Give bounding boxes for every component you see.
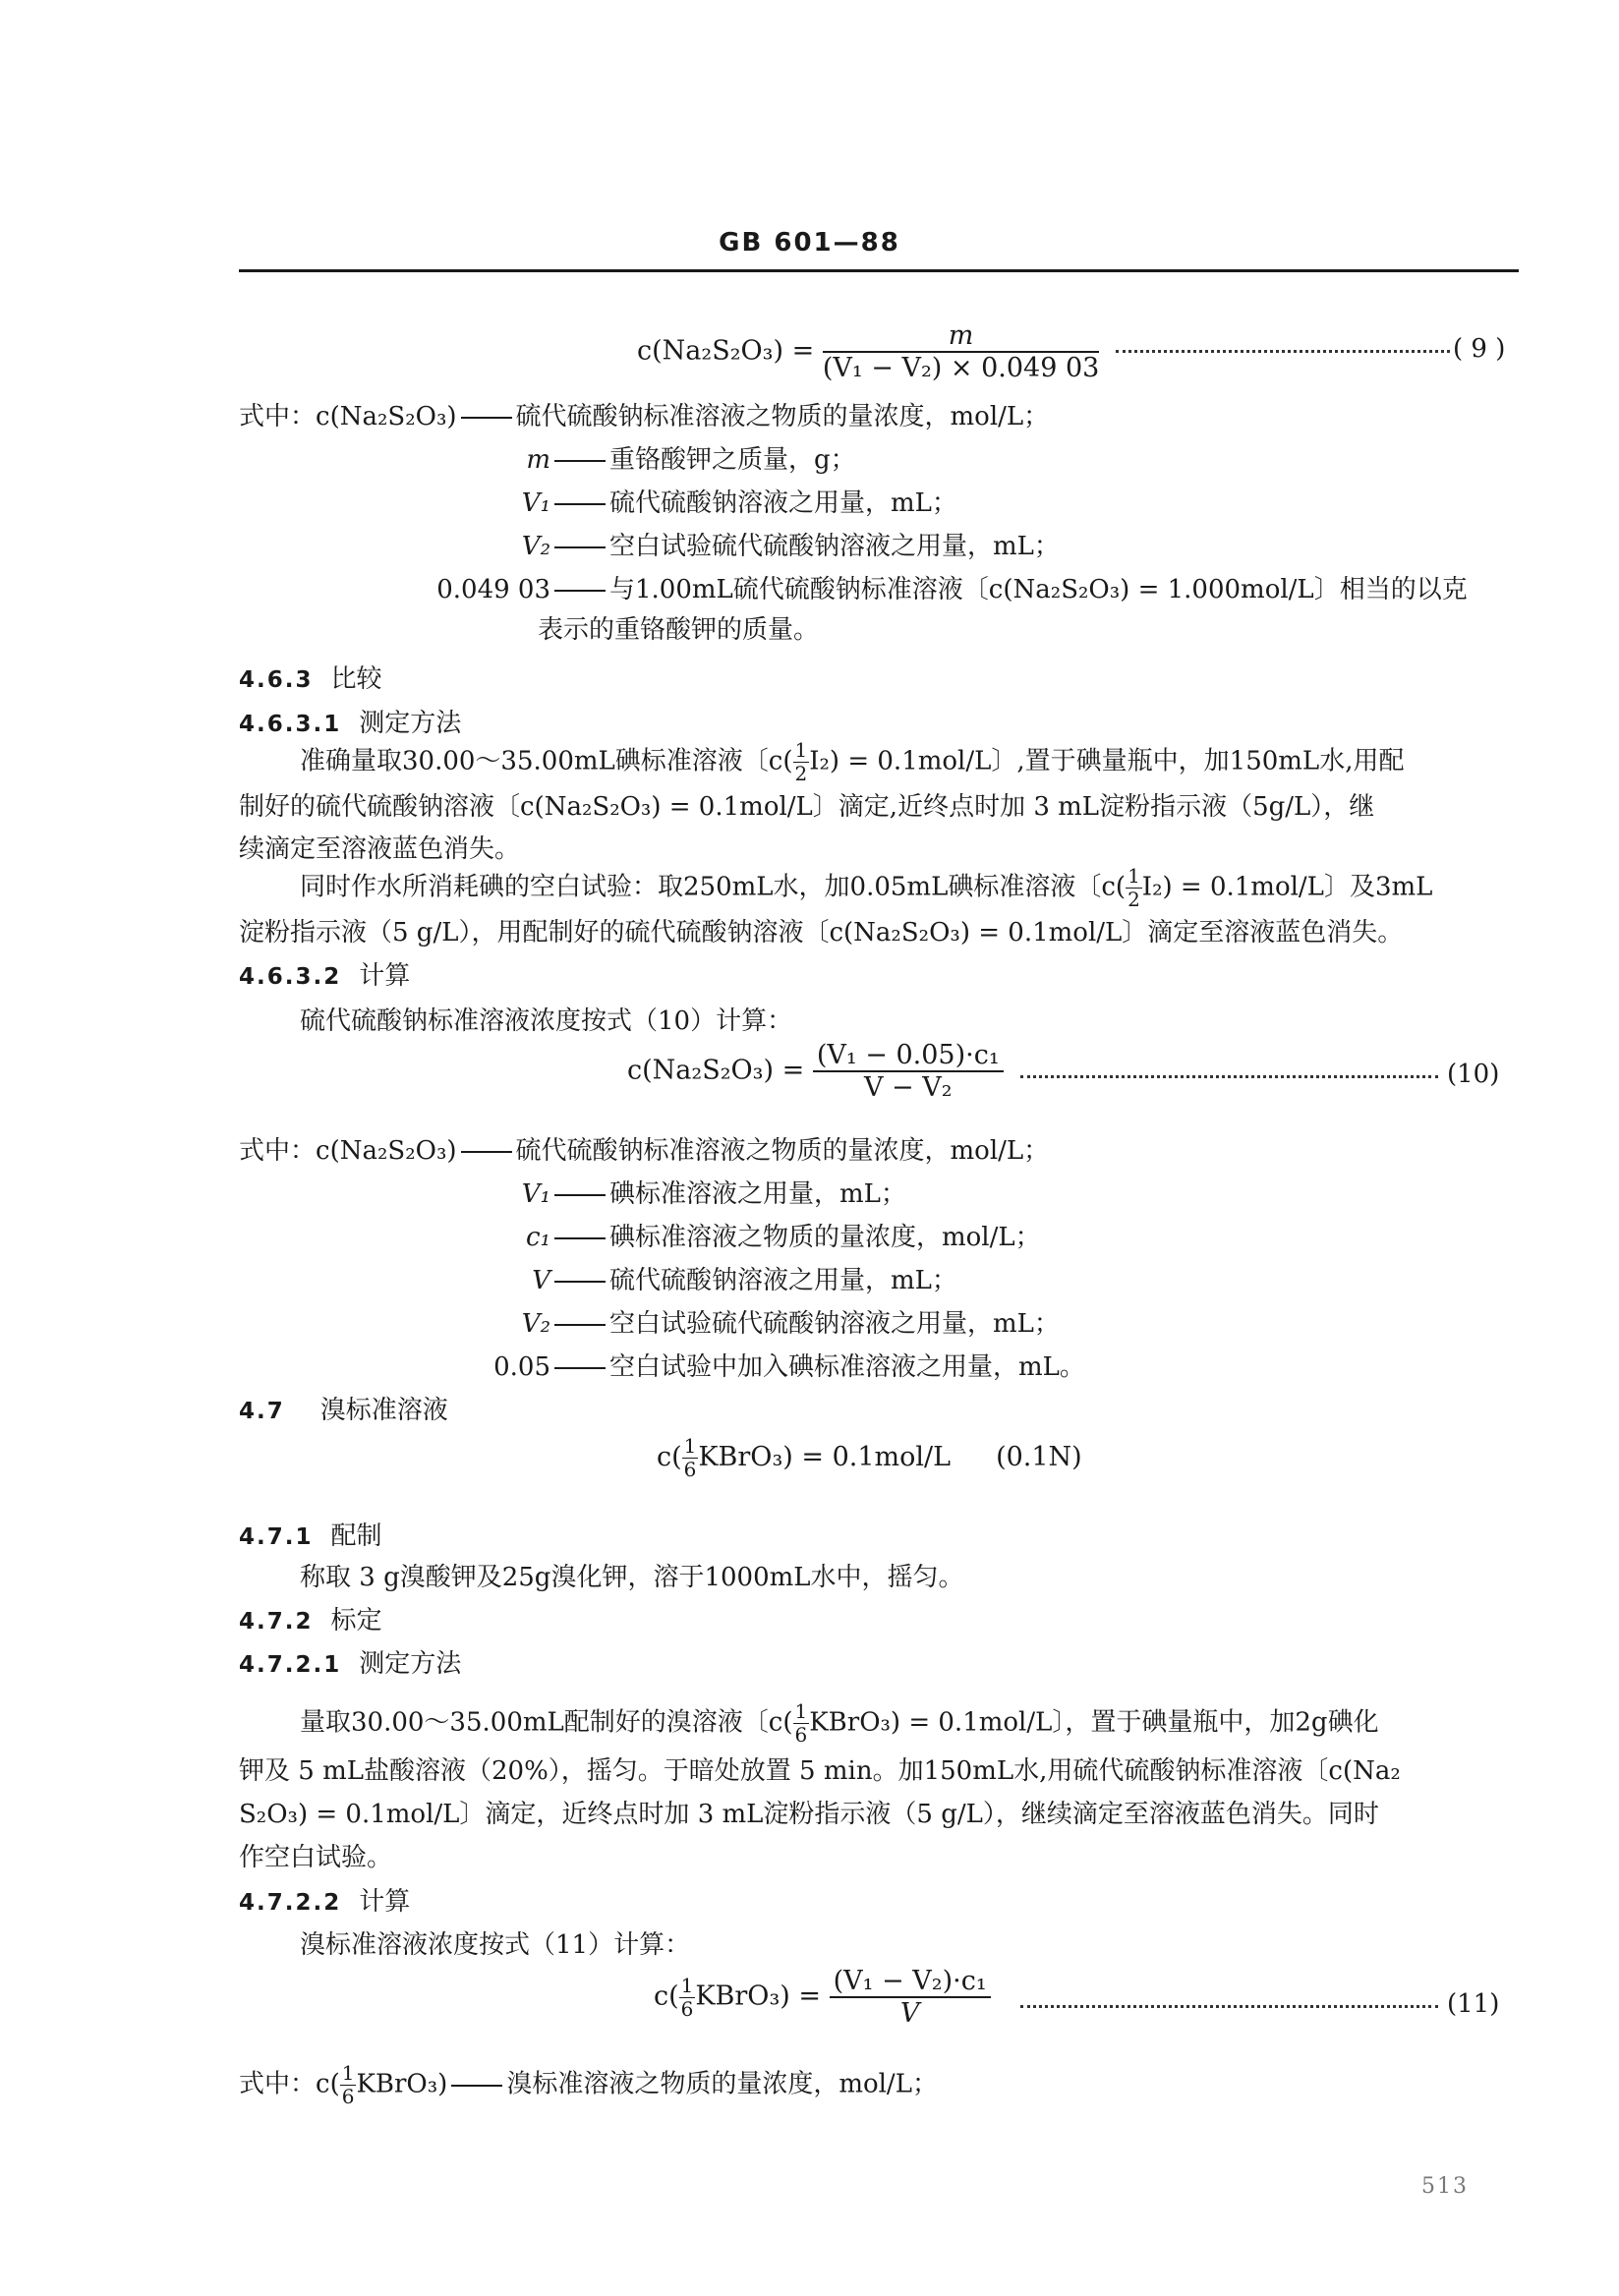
dash [554, 460, 606, 462]
where-10-description: 碘标准溶液之用量，mL； [609, 1179, 906, 1209]
paragraph-4-7-2-1-line-1 [300, 1700, 1379, 1747]
paragraph-4-6-3-1-line-1 [300, 739, 1404, 785]
text-run: 量取30.00～35.00mL配制好的溴溶液〔c( [300, 1707, 793, 1738]
fraction-denominator: 2 [1128, 888, 1140, 911]
dash [554, 590, 606, 592]
dash [554, 1237, 606, 1239]
text-run: KBrO₃) = 0.1mol/L〕，置于碘量瓶中，加2g碘化 [809, 1707, 1379, 1738]
paragraph-4-7-2-1-line-4: 作空白试验。 [239, 1843, 393, 1872]
equation-10-number: (10) [1447, 1060, 1500, 1089]
dash [461, 1151, 512, 1153]
where-11-description: 溴标准溶液之物质的量浓度，mol/L； [506, 2069, 938, 2099]
where-10-row-2 [239, 1174, 906, 1210]
section-4-6-3-2 [239, 955, 410, 992]
fraction-numerator: 1 [1128, 864, 1140, 888]
paragraph-4-6-3-1-line-3: 续滴定至溶液蓝色消失。 [239, 834, 521, 864]
section-title: 配制 [330, 1521, 382, 1551]
fraction-numerator: 1 [341, 2061, 355, 2085]
fraction-one-sixth [793, 1700, 810, 1747]
fraction-numerator: 1 [794, 1699, 808, 1723]
equation-11 [654, 1966, 991, 2029]
paragraph-4-6-3-2: 硫代硫酸钠标准溶液浓度按式（10）计算： [300, 1006, 793, 1036]
where-9-row-2 [239, 439, 856, 476]
section-4-6-3-1 [239, 703, 461, 739]
dash [554, 546, 606, 548]
where-11-symbol-start: c( [316, 2069, 340, 2099]
paragraph-4-6-3-1-line-2: 制好的硫代硫酸钠溶液〔c(Na₂S₂O₃) = 0.1mol/L〕滴定,近终点时加 3 mL淀粉指示液（5g/L），继 [239, 792, 1375, 822]
equation-9-numerator: m [823, 320, 1100, 353]
fraction-denominator: 6 [680, 1996, 694, 2021]
section-title: 测定方法 [359, 1649, 462, 1679]
where-9-description: 硫代硫酸钠溶液之用量，mL； [609, 488, 957, 518]
equation-11-numerator: (V₁ − V₂)·c₁ [830, 1966, 991, 1998]
standard-code-header: GB 601—88 [719, 228, 900, 258]
text-run: I₂) = 0.1mol/L〕及3mL [1141, 872, 1433, 902]
equation-11-fraction [830, 1966, 991, 2029]
equation-9 [637, 320, 1099, 383]
where-10-lead: 式中： [239, 1136, 317, 1166]
fraction-one-sixth [340, 2062, 357, 2108]
where-9-description: 硫代硫酸钠标准溶液之物质的量浓度，mol/L； [515, 402, 1050, 431]
where-10-description: 空白试验中加入碘标准溶液之用量，mL。 [609, 1352, 1085, 1382]
fraction-one-half [793, 739, 810, 785]
section-title: 比较 [330, 664, 382, 694]
where-9-description: 与1.00mL硫代硫酸钠标准溶液〔c(Na₂S₂O₃) = 1.000mol/L〕相当的以克 [609, 575, 1468, 604]
equation-10-lhs: c(Na₂S₂O₃) = [627, 1055, 805, 1086]
paragraph-4-7-2-1-line-2: 钾及 5 mL盐酸溶液（20%），摇匀。于暗处放置 5 min。加150mL水,用硫代硫酸钠标准溶液〔c(Na₂ [239, 1756, 1401, 1786]
page-number: 513 [1421, 2174, 1469, 2199]
equation-11-denominator: V [899, 1998, 920, 2030]
where-10-symbol: c(Na₂S₂O₃) [316, 1136, 457, 1166]
fraction-one-sixth [682, 1435, 699, 1481]
equation-10 [627, 1040, 1004, 1103]
where-10-description: 碘标准溶液之物质的量浓度，mol/L； [609, 1223, 1041, 1252]
where-9-symbol: 0.049 03 [436, 575, 550, 604]
equation-9-lhs: c(Na₂S₂O₃) = [637, 335, 815, 367]
section-title: 计算 [359, 1887, 411, 1917]
section-title: 计算 [359, 961, 411, 991]
dash [554, 1194, 606, 1196]
dash [451, 2085, 502, 2087]
paragraph-4-7-2-2: 溴标准溶液浓度按式（11）计算： [300, 1930, 691, 1960]
text-run: I₂) = 0.1mol/L〕,置于碘量瓶中，加150mL水,用配 [809, 746, 1405, 776]
where-10-row-1 [239, 1130, 1049, 1167]
where-10-symbol: 0.05 [493, 1352, 550, 1382]
where-10-symbol: V₁ [521, 1179, 550, 1209]
fraction-numerator: 1 [683, 1434, 697, 1458]
where-9-row-5 [239, 569, 1468, 605]
equation-11-leader [1020, 2005, 1438, 2008]
dash [554, 1324, 606, 1326]
section-4-7-2-1 [239, 1643, 461, 1680]
dash [554, 503, 606, 505]
where-9-row-4 [239, 526, 1060, 562]
text-run: c( [654, 1980, 679, 2012]
equation-11-lhs: KBrO₃) = [695, 1980, 822, 2012]
paragraph-4-7-1: 称取 3 g溴酸钾及25g溴化钾，溶于1000mL水中，摇匀。 [300, 1563, 964, 1592]
section-title: 测定方法 [359, 709, 462, 738]
equation-11-number: (11) [1447, 1989, 1500, 2019]
where-9-symbol: m [526, 445, 550, 475]
equation-9-leader [1116, 350, 1450, 353]
section-4-7-2 [239, 1600, 382, 1636]
section-4-6-3 [239, 659, 382, 695]
section-title: 标定 [330, 1606, 382, 1636]
where-10-description: 硫代硫酸钠标准溶液之物质的量浓度，mol/L； [515, 1136, 1050, 1166]
section-number: 4.7.2 [239, 1609, 314, 1635]
normality: (0.1N) [996, 1442, 1082, 1472]
fraction-numerator: 1 [680, 1973, 694, 1997]
where-10-symbol: V₂ [521, 1309, 550, 1339]
text-run: 准确量取30.00～35.00mL碘标准溶液〔c( [300, 746, 793, 776]
equation-10-numerator: (V₁ − 0.05)·c₁ [813, 1040, 1004, 1072]
dash [461, 417, 512, 419]
where-9-symbol: V₁ [521, 488, 550, 518]
header-rule [239, 269, 1519, 272]
text-run: KBrO₃) = 0.1mol/L [698, 1442, 952, 1472]
section-number: 4.7 [239, 1399, 285, 1424]
where-10-row-5 [239, 1303, 1060, 1340]
section-number: 4.7.2.2 [239, 1890, 342, 1916]
section-number: 4.6.3.1 [239, 712, 342, 737]
where-9-row-1 [239, 396, 1049, 432]
text-run: 同时作水所消耗碘的空白试验：取250mL水，加0.05mL碘标准溶液〔c( [300, 872, 1127, 902]
where-9-symbol: V₂ [521, 532, 550, 561]
dash [554, 1367, 606, 1369]
dash [554, 1281, 606, 1283]
where-10-description: 空白试验硫代硫酸钠溶液之用量，mL； [609, 1309, 1060, 1339]
where-11-symbol-end: KBrO₃) [356, 2069, 448, 2099]
fraction-numerator: 1 [794, 738, 808, 762]
fraction-denominator: 6 [683, 1458, 697, 1481]
section-number: 4.7.1 [239, 1524, 314, 1550]
section-4-7-2-2 [239, 1881, 410, 1918]
section-number: 4.6.3.2 [239, 964, 342, 990]
equation-10-fraction [813, 1040, 1004, 1103]
equation-bromine-concentration [657, 1435, 1082, 1481]
fraction-denominator: 2 [794, 762, 808, 785]
where-10-symbol: c₁ [526, 1223, 550, 1252]
where-11-row-1 [239, 2062, 938, 2108]
where-9-description: 空白试验硫代硫酸钠溶液之用量，mL； [609, 532, 1060, 561]
where-11-lead: 式中： [239, 2069, 317, 2099]
where-9-symbol: c(Na₂S₂O₃) [316, 402, 457, 431]
section-number: 4.6.3 [239, 667, 314, 693]
fraction-denominator: 6 [341, 2085, 355, 2108]
equation-9-denominator: (V₁ − V₂) × 0.049 03 [822, 353, 1100, 384]
equation-10-denominator: V − V₂ [863, 1072, 953, 1104]
section-4-7 [239, 1390, 448, 1426]
where-10-symbol: V [532, 1266, 550, 1295]
where-9-row-3 [239, 483, 957, 519]
fraction-one-half [1126, 865, 1142, 911]
paragraph-blank-test-line-2: 淀粉指示液（5 g/L），用配制好的硫代硫酸钠溶液〔c(Na₂S₂O₃) = 0.1mol/L〕滴定至溶液蓝色消失。 [239, 918, 1404, 947]
fraction-one-sixth [679, 1975, 696, 2021]
equation-9-fraction [823, 320, 1100, 383]
section-4-7-1 [239, 1516, 382, 1552]
text-run: c( [657, 1442, 682, 1472]
equation-10-leader [1020, 1075, 1438, 1078]
where-9-description: 重铬酸钾之质量，g； [609, 445, 856, 475]
where-10-row-6 [239, 1347, 1085, 1383]
fraction-denominator: 6 [794, 1723, 808, 1747]
where-9-row-5-continued: 表示的重铬酸钾的质量。 [538, 615, 820, 645]
paragraph-4-7-2-1-line-3: S₂O₃) = 0.1mol/L〕滴定，近终点时加 3 mL淀粉指示液（5 g/L），继续滴定至溶液蓝色消失。同时 [239, 1800, 1379, 1829]
where-10-row-4 [239, 1260, 957, 1296]
where-10-row-3 [239, 1217, 1041, 1253]
where-9-lead: 式中： [239, 402, 317, 431]
section-number: 4.7.2.1 [239, 1652, 342, 1678]
paragraph-blank-test-line-1 [300, 865, 1432, 911]
equation-9-number: ( 9 ) [1453, 334, 1506, 364]
where-10-description: 硫代硫酸钠溶液之用量，mL； [609, 1266, 957, 1295]
section-title: 溴标准溶液 [319, 1396, 448, 1425]
